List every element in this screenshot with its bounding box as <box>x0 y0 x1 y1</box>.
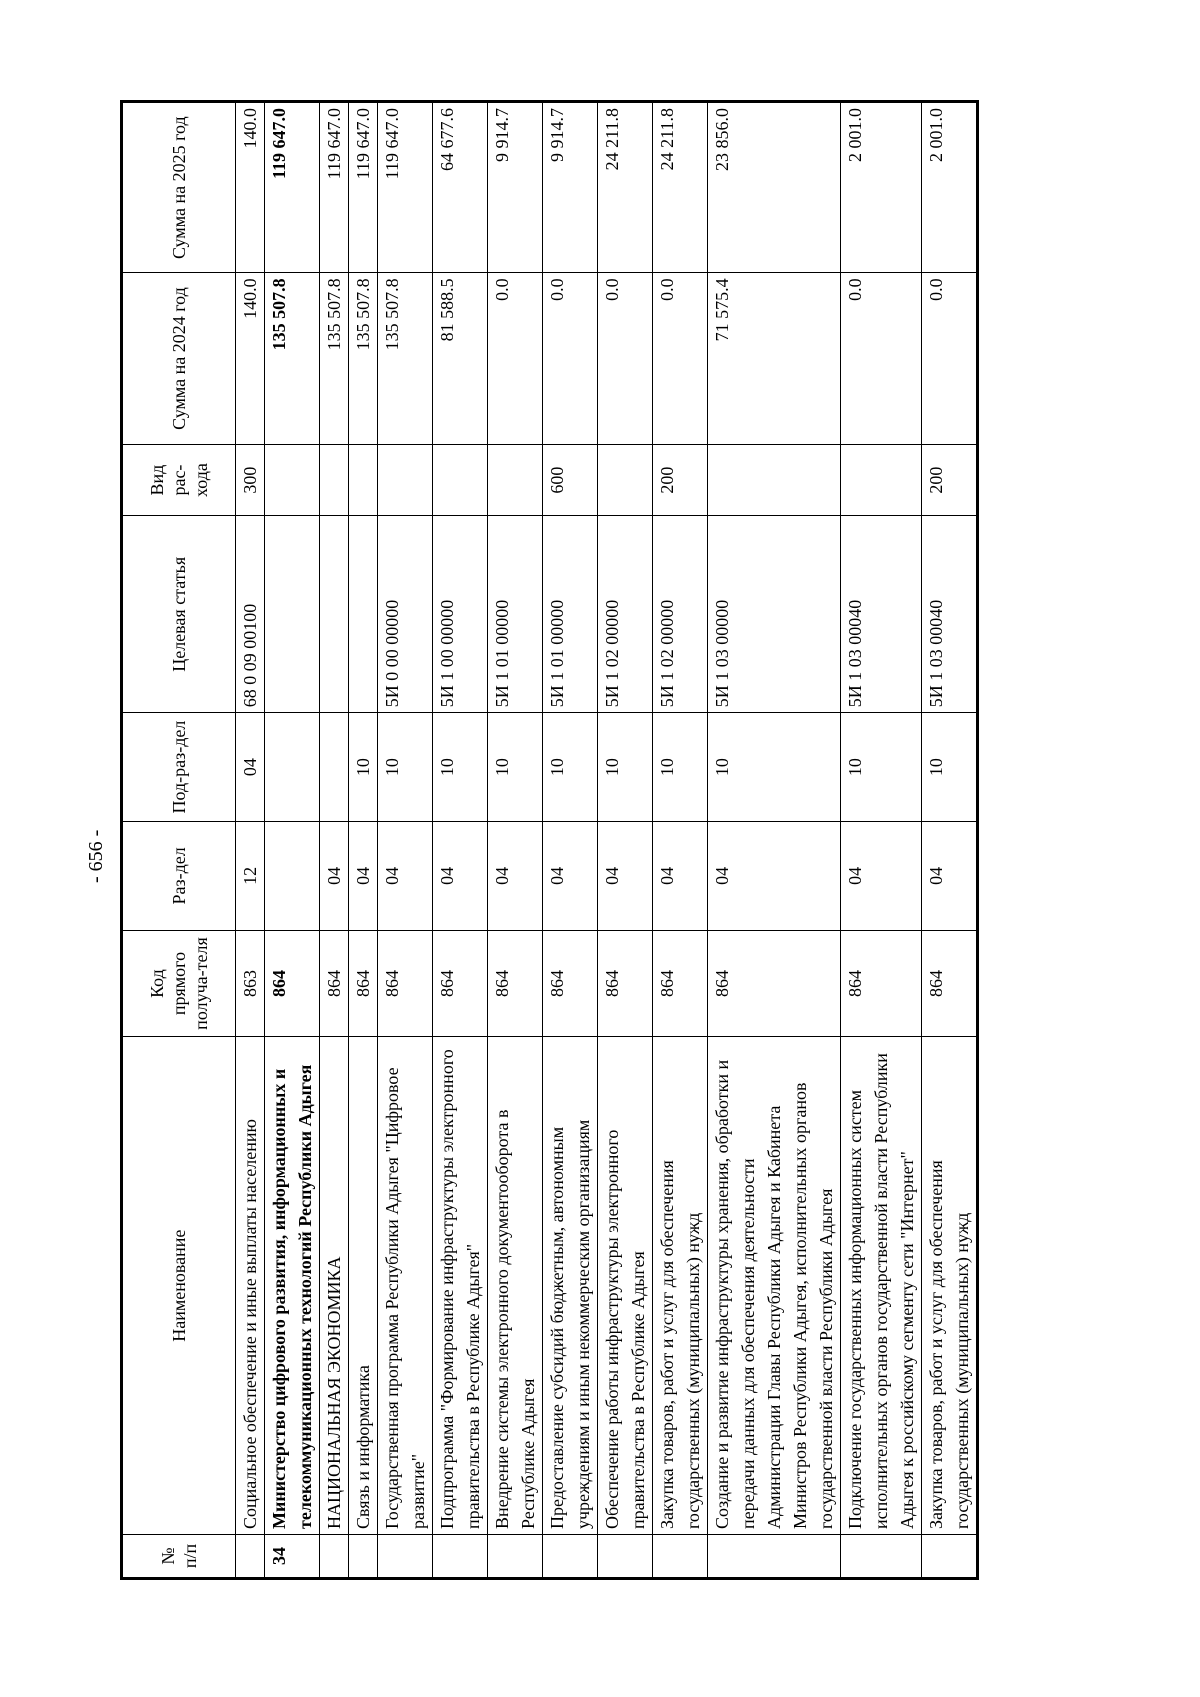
row-razdel: 04 <box>841 822 922 931</box>
row-name: Закупка товаров, работ и услуг для обеспечения государственных (муниципальных) нужд <box>653 1037 708 1535</box>
row-razdel: 04 <box>598 822 653 931</box>
row-sum2024: 0.0 <box>841 273 922 444</box>
row-number <box>708 1535 841 1579</box>
row-celevaya <box>265 516 320 713</box>
row-code: 864 <box>708 930 841 1036</box>
row-razdel: 04 <box>543 822 598 931</box>
row-razdel: 04 <box>488 822 543 931</box>
row-razdel: 12 <box>236 822 265 931</box>
table-row <box>236 102 265 1579</box>
row-vid <box>320 444 349 516</box>
row-name: Создание и развитие инфраструктуры хранения, обработки и передачи данных для обеспечения деятельности Администрации Главы Республики Адыгея и Кабинета Министров Республики Адыгея, исполнительных органов государственной власти Республики Адыгея <box>708 1037 841 1535</box>
row-razdel: 04 <box>708 822 841 931</box>
row-code: 864 <box>653 930 708 1036</box>
row-sum2025: 140.0 <box>236 102 265 273</box>
row-razdel: 04 <box>922 822 978 931</box>
table-row <box>433 102 488 1579</box>
row-razdel: 04 <box>653 822 708 931</box>
table-row <box>320 102 349 1579</box>
table-row <box>922 102 978 1579</box>
row-name: Закупка товаров, работ и услуг для обеспечения государственных (муниципальных) нужд <box>922 1037 978 1535</box>
row-celevaya: 5И 1 03 00000 <box>708 516 841 713</box>
row-podrazdel: 10 <box>488 713 543 822</box>
row-number <box>433 1535 488 1579</box>
rotated-page-content <box>120 100 1060 1580</box>
table-row <box>488 102 543 1579</box>
row-vid: 200 <box>653 444 708 516</box>
header-sum2024: Сумма на 2024 год <box>122 273 236 444</box>
row-celevaya: 5И 1 01 00000 <box>543 516 598 713</box>
row-code: 864 <box>320 930 349 1036</box>
row-podrazdel: 10 <box>598 713 653 822</box>
row-number: 34 <box>265 1535 320 1579</box>
table-body <box>236 102 978 1579</box>
row-number <box>598 1535 653 1579</box>
table-header <box>122 102 236 1579</box>
row-sum2025: 24 211.8 <box>598 102 653 273</box>
row-name: Внедрение системы электронного документооборота в Республике Адыгея <box>488 1037 543 1535</box>
row-razdel: 04 <box>433 822 488 931</box>
row-celevaya: 5И 1 02 00000 <box>598 516 653 713</box>
row-code: 864 <box>488 930 543 1036</box>
row-name: Государственная программа Республики Адыгея "Цифровое развитие" <box>378 1037 433 1535</box>
header-razdel: Раз-дел <box>122 822 236 931</box>
row-sum2024: 135 507.8 <box>265 273 320 444</box>
row-number <box>320 1535 349 1579</box>
row-podrazdel: 10 <box>922 713 978 822</box>
row-vid: 300 <box>236 444 265 516</box>
row-sum2025: 23 856.0 <box>708 102 841 273</box>
row-sum2024: 135 507.8 <box>378 273 433 444</box>
table-row <box>708 102 841 1579</box>
row-code: 864 <box>433 930 488 1036</box>
row-sum2025: 119 647.0 <box>265 102 320 273</box>
budget-table <box>120 100 979 1580</box>
table-row <box>349 102 378 1579</box>
row-podrazdel: 10 <box>543 713 598 822</box>
row-sum2024: 0.0 <box>922 273 978 444</box>
row-sum2025: 119 647.0 <box>378 102 433 273</box>
row-vid <box>349 444 378 516</box>
row-code: 864 <box>349 930 378 1036</box>
header-vid: Вид рас-хода <box>122 444 236 516</box>
row-celevaya <box>349 516 378 713</box>
row-code: 864 <box>543 930 598 1036</box>
row-celevaya: 5И 1 02 00000 <box>653 516 708 713</box>
row-name: НАЦИОНАЛЬНАЯ ЭКОНОМИКА <box>320 1037 349 1535</box>
row-razdel: 04 <box>349 822 378 931</box>
row-podrazdel: 10 <box>841 713 922 822</box>
row-code: 864 <box>598 930 653 1036</box>
row-podrazdel: 10 <box>708 713 841 822</box>
row-vid <box>433 444 488 516</box>
row-sum2024: 140.0 <box>236 273 265 444</box>
row-sum2024: 135 507.8 <box>349 273 378 444</box>
table-row <box>598 102 653 1579</box>
row-sum2025: 9 914.7 <box>488 102 543 273</box>
row-sum2024: 71 575.4 <box>708 273 841 444</box>
row-name: Подпрограмма "Формирование инфраструктуры электронного правительства в Республике Адыгея" <box>433 1037 488 1535</box>
header-code: Код прямого получа-теля <box>122 930 236 1036</box>
row-name: Обеспечение работы инфраструктуры электронного правительства в Республике Адыгея <box>598 1037 653 1535</box>
row-podrazdel: 10 <box>653 713 708 822</box>
row-vid <box>708 444 841 516</box>
row-sum2025: 2 001.0 <box>841 102 922 273</box>
row-number <box>236 1535 265 1579</box>
header-celevaya: Целевая статья <box>122 516 236 713</box>
table-row <box>378 102 433 1579</box>
row-number <box>349 1535 378 1579</box>
row-celevaya: 5И 1 03 00040 <box>922 516 978 713</box>
table-row <box>653 102 708 1579</box>
row-name: Министерство цифрового развития, информационных и телекоммуникационных технологий Республики Адыгея <box>265 1037 320 1535</box>
row-sum2025: 64 677.6 <box>433 102 488 273</box>
table-row <box>841 102 922 1579</box>
row-celevaya: 68 0 09 00100 <box>236 516 265 713</box>
header-sum2025: Сумма на 2025 год <box>122 102 236 273</box>
header-name: Наименование <box>122 1037 236 1535</box>
row-vid <box>378 444 433 516</box>
header-podrazdel: Под-раз-дел <box>122 713 236 822</box>
row-sum2025: 119 647.0 <box>320 102 349 273</box>
row-sum2024: 0.0 <box>543 273 598 444</box>
row-razdel <box>265 822 320 931</box>
row-number <box>488 1535 543 1579</box>
row-code: 864 <box>841 930 922 1036</box>
row-sum2024: 0.0 <box>598 273 653 444</box>
row-podrazdel: 10 <box>349 713 378 822</box>
row-vid <box>265 444 320 516</box>
row-sum2025: 2 001.0 <box>922 102 978 273</box>
row-vid: 600 <box>543 444 598 516</box>
row-number <box>841 1535 922 1579</box>
row-vid: 200 <box>922 444 978 516</box>
table-row <box>543 102 598 1579</box>
row-vid <box>488 444 543 516</box>
row-name: Связь и информатика <box>349 1037 378 1535</box>
row-podrazdel <box>265 713 320 822</box>
row-celevaya: 5И 1 03 00040 <box>841 516 922 713</box>
row-number <box>653 1535 708 1579</box>
row-celevaya <box>320 516 349 713</box>
row-code: 863 <box>236 930 265 1036</box>
row-number <box>922 1535 978 1579</box>
page-number: - 656 - <box>85 829 107 883</box>
row-name: Социальное обеспечение и иные выплаты населению <box>236 1037 265 1535</box>
row-podrazdel: 04 <box>236 713 265 822</box>
row-podrazdel <box>320 713 349 822</box>
row-vid <box>598 444 653 516</box>
row-sum2024: 81 588.5 <box>433 273 488 444</box>
row-sum2025: 24 211.8 <box>653 102 708 273</box>
row-name: Предоставление субсидий бюджетным, автономным учреждениям и иным некоммерческим организациям <box>543 1037 598 1535</box>
row-celevaya: 5И 1 01 00000 <box>488 516 543 713</box>
row-razdel: 04 <box>378 822 433 931</box>
row-podrazdel: 10 <box>433 713 488 822</box>
row-sum2025: 119 647.0 <box>349 102 378 273</box>
row-name: Подключение государственных информационных систем исполнительных органов государственной власти Республики Адыгея к российскому сегменту сети "Интернет" <box>841 1037 922 1535</box>
row-celevaya: 5И 0 00 00000 <box>378 516 433 713</box>
row-code: 864 <box>922 930 978 1036</box>
row-number <box>543 1535 598 1579</box>
row-sum2025: 9 914.7 <box>543 102 598 273</box>
row-code: 864 <box>378 930 433 1036</box>
row-sum2024: 0.0 <box>488 273 543 444</box>
row-celevaya: 5И 1 00 00000 <box>433 516 488 713</box>
row-sum2024: 135 507.8 <box>320 273 349 444</box>
row-sum2024: 0.0 <box>653 273 708 444</box>
row-number <box>378 1535 433 1579</box>
row-podrazdel: 10 <box>378 713 433 822</box>
header-no: № п/п <box>122 1535 236 1579</box>
row-razdel: 04 <box>320 822 349 931</box>
table-row <box>265 102 320 1579</box>
row-vid <box>841 444 922 516</box>
row-code: 864 <box>265 930 320 1036</box>
